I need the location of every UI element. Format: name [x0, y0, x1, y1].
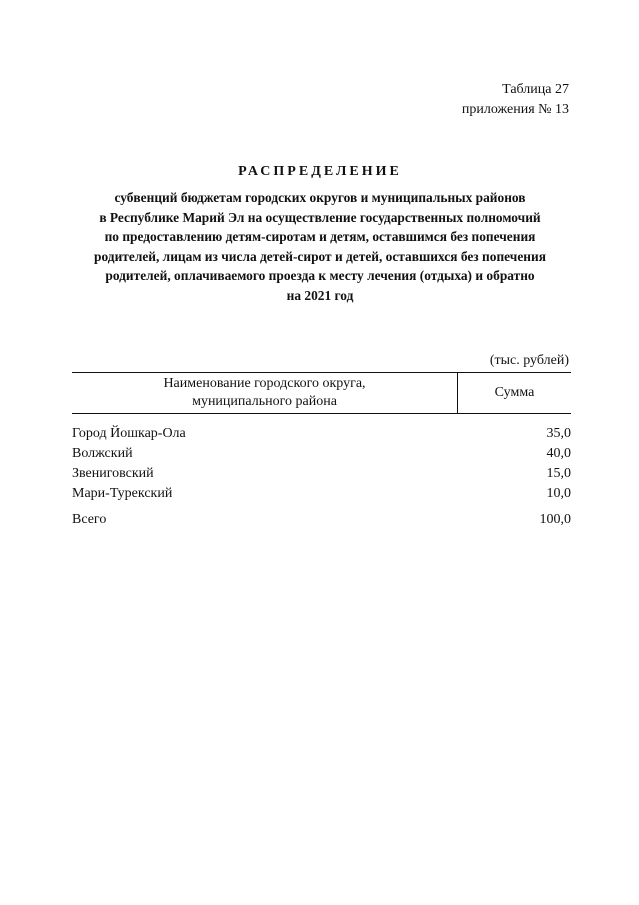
header-name-cell [72, 373, 458, 413]
total-row [72, 510, 571, 530]
document-heading: РАСПРЕДЕЛЕНИЕ [238, 164, 402, 179]
row-name: Мари-Турекский [72, 486, 173, 501]
total-sum: 100,0 [539, 512, 571, 527]
table-row [72, 424, 571, 444]
header-sum-cell: Сумма [494, 385, 535, 400]
row-name: Звениговский [72, 466, 154, 481]
table-row [72, 464, 571, 484]
appendix-number: приложения № 13 [461, 102, 569, 117]
units-label: (тыс. рублей) [489, 353, 569, 368]
row-sum: 35,0 [546, 426, 571, 441]
subtitle-line: на 2021 год [286, 287, 354, 303]
table-body [72, 424, 571, 530]
total-label: Всего [72, 512, 107, 527]
row-sum: 10,0 [546, 486, 571, 501]
table-number: Таблица 27 [502, 82, 569, 97]
document-subtitle [50, 188, 590, 305]
subtitle-line: по предоставлению детям-сиротам и детям, оставшимся без попечения [104, 229, 536, 244]
row-sum: 15,0 [546, 466, 571, 481]
table-header [72, 372, 571, 414]
table-row [72, 444, 571, 464]
subtitle-line: в Республике Марий Эл на осуществление государственных полномочий [99, 209, 541, 225]
row-name: Город Йошкар-Ола [72, 426, 186, 441]
subtitle-line: родителей, лицам из числа детей-сирот и детей, оставшихся без попечения [94, 248, 546, 264]
subtitle-line: субвенций бюджетам городских округов и муниципальных районов [114, 190, 526, 205]
table-reference [462, 80, 569, 120]
subtitle-line: родителей, оплачиваемого проезда к месту лечения (отдыха) и обратно [105, 268, 535, 283]
header-name-line: муниципального района [192, 394, 337, 409]
row-sum: 40,0 [546, 446, 571, 461]
row-name: Волжский [72, 446, 133, 461]
distribution-table [72, 372, 571, 530]
table-row [72, 484, 571, 504]
header-name-line: Наименование городского округа, [163, 376, 366, 391]
